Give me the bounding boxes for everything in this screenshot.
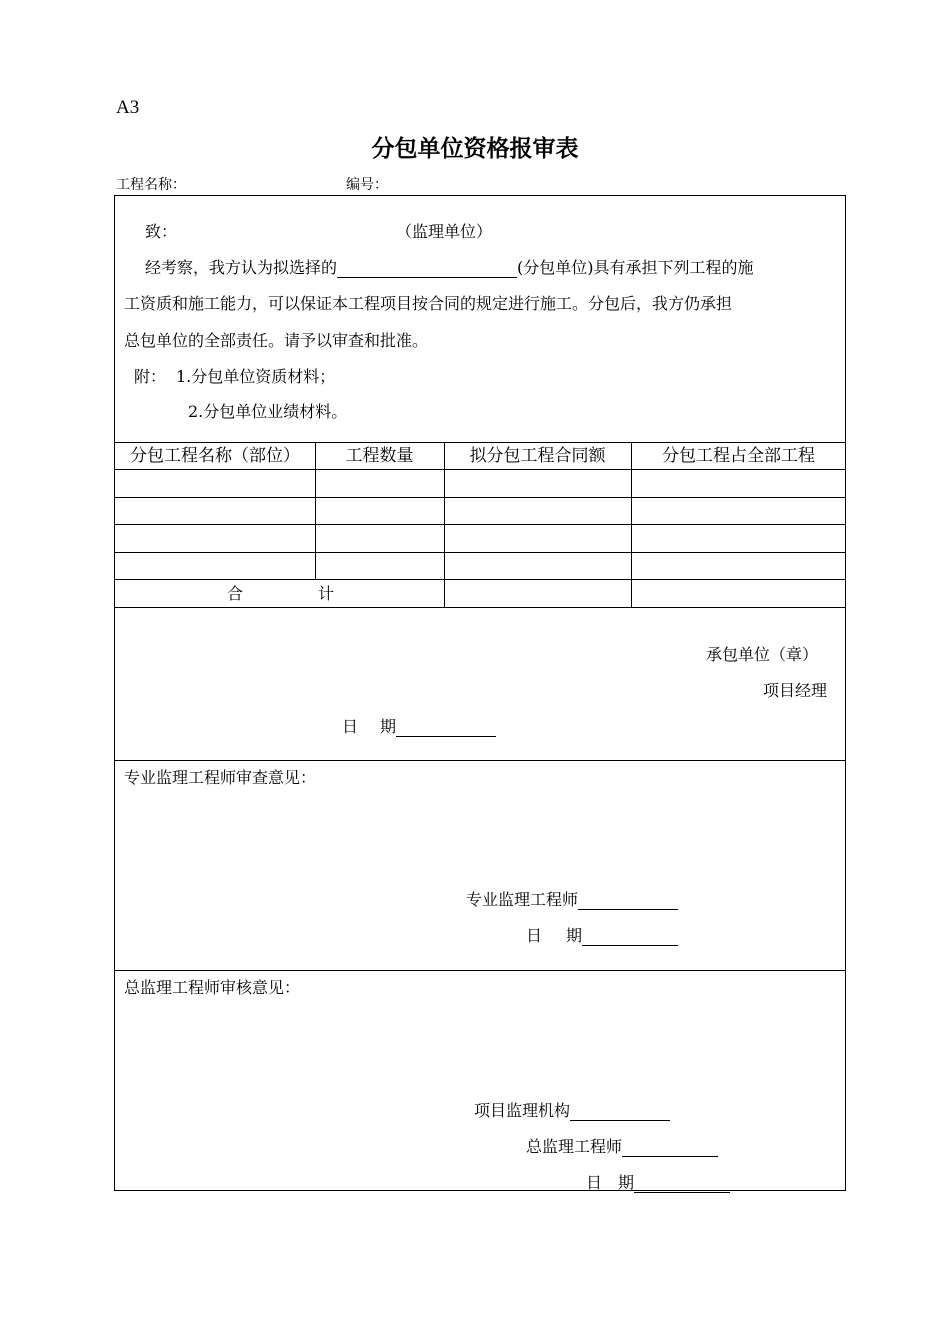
letter-line-2: 工资质和施工能力，可以保证本工程项目按合同的规定进行施工。分包后，我方仍承担 bbox=[124, 294, 733, 313]
letter-line-3: 总包单位的全部责任。请予以审查和批准。 bbox=[124, 331, 429, 350]
table-bottom-border bbox=[115, 607, 846, 608]
letter-mid: (分包单位)具有承担下列工程的施 bbox=[517, 258, 754, 277]
table-row-border bbox=[115, 552, 846, 553]
table-header-subproject: 分包工程名称（部位） bbox=[130, 446, 300, 466]
supervision-org-label: 项目监理机构 bbox=[474, 1101, 571, 1120]
letter-line-1 bbox=[145, 255, 754, 278]
attachment-2: 2.分包单位业绩材料。 bbox=[188, 402, 348, 421]
to-label: 致： bbox=[145, 222, 178, 241]
total-label-2: 计 bbox=[318, 584, 335, 603]
form-code: A3 bbox=[116, 97, 140, 118]
date-label-1: 日 bbox=[586, 1173, 603, 1192]
contractor-seal-label: 承包单位（章） bbox=[706, 645, 819, 664]
contractor-date-blank[interactable] bbox=[396, 718, 496, 737]
specialist-date-blank[interactable] bbox=[582, 927, 678, 946]
chief-signature bbox=[526, 1134, 718, 1157]
table-header-quantity: 工程数量 bbox=[345, 446, 414, 466]
total-label-1: 合 bbox=[227, 584, 244, 603]
form-number-label: 编号： bbox=[346, 177, 388, 193]
date-label-1: 日 bbox=[526, 926, 543, 945]
table-row-border bbox=[115, 579, 846, 580]
date-label-2: 期 bbox=[618, 1173, 635, 1192]
chief-date bbox=[586, 1170, 730, 1193]
to-supervision-unit: （监理单位） bbox=[396, 222, 493, 241]
table-header-contract-amount: 拟分包工程合同额 bbox=[469, 446, 606, 466]
project-name-label: 工程名称： bbox=[116, 177, 186, 193]
table-row-border bbox=[115, 497, 846, 498]
chief-opinion-label: 总监理工程师审核意见： bbox=[124, 978, 301, 997]
specialist-date bbox=[526, 923, 678, 946]
specialist-signature bbox=[466, 887, 678, 910]
supervision-org-blank[interactable] bbox=[570, 1102, 670, 1121]
date-label-1: 日 bbox=[342, 717, 359, 736]
specialist-sign-label: 专业监理工程师 bbox=[466, 890, 579, 909]
table-header-proportion: 分包工程占全部工程 bbox=[662, 446, 815, 466]
contractor-date bbox=[342, 714, 496, 737]
date-label-2: 期 bbox=[380, 717, 397, 736]
attachment-label: 附： bbox=[134, 367, 167, 386]
specialist-sign-blank[interactable] bbox=[578, 891, 678, 910]
project-manager-label: 项目经理 bbox=[763, 681, 828, 700]
table-header-border bbox=[115, 469, 846, 470]
attachment-1: 1.分包单位资质材料； bbox=[176, 367, 336, 386]
chief-sign-blank[interactable] bbox=[622, 1138, 718, 1157]
section-divider bbox=[115, 760, 846, 761]
section-divider bbox=[115, 970, 846, 971]
chief-date-blank[interactable] bbox=[634, 1174, 730, 1193]
date-label-2: 期 bbox=[566, 926, 583, 945]
letter-prefix: 经考察，我方认为拟选择的 bbox=[145, 258, 338, 277]
specialist-opinion-label: 专业监理工程师审查意见： bbox=[124, 768, 317, 787]
table-row-border bbox=[115, 524, 846, 525]
chief-sign-label: 总监理工程师 bbox=[526, 1137, 623, 1156]
supervision-org bbox=[474, 1098, 670, 1121]
subcontractor-blank[interactable] bbox=[337, 259, 517, 278]
page-title: 分包单位资格报审表 bbox=[371, 136, 579, 162]
